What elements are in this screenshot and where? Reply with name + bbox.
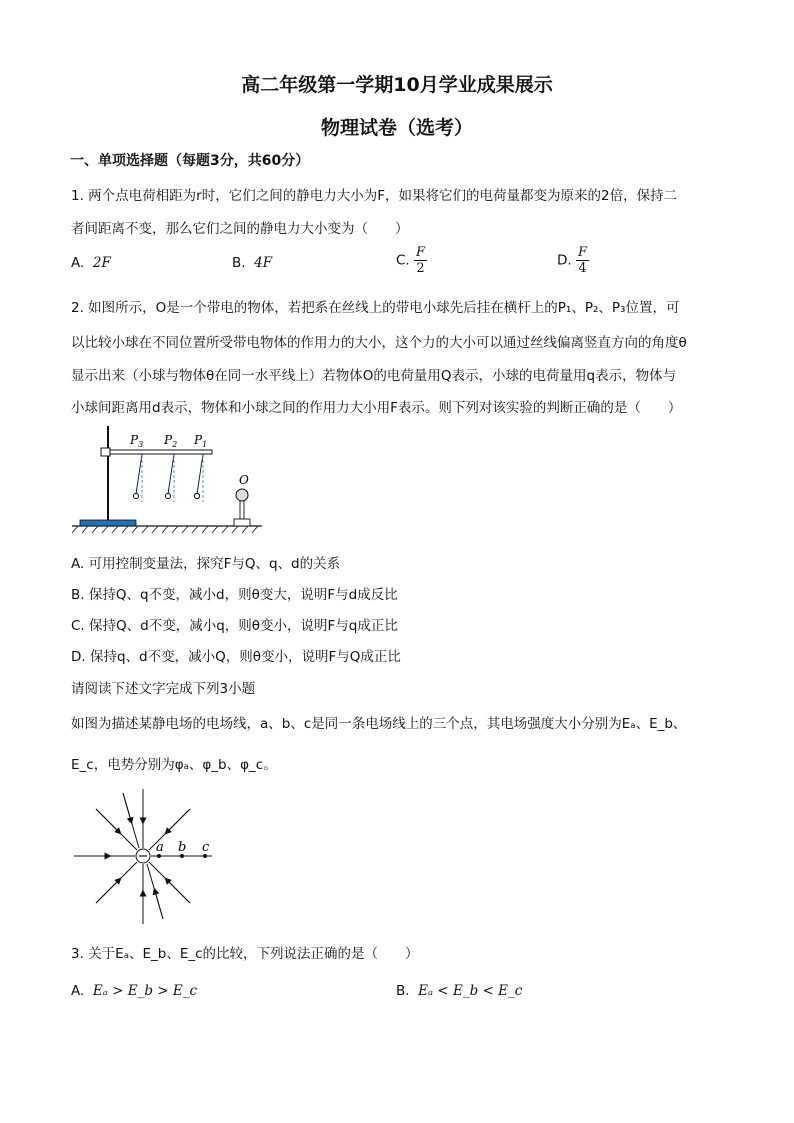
- page-title: 高二年级第一学期10月学业成果展示: [241, 74, 553, 96]
- q1-option-c-label: C.: [396, 252, 410, 269]
- page-subtitle: 物理试卷（选考）: [320, 117, 473, 139]
- q3-option-a: [71, 983, 197, 999]
- crossbar: [110, 450, 212, 454]
- ground-hatching: [72, 526, 258, 533]
- small-ball-p3: [133, 493, 138, 498]
- label-a: a: [156, 840, 164, 855]
- thread-p1: [197, 454, 203, 494]
- q2-option-b: B. 保持Q、q不变，减小d，则θ变大，说明F与d成反比: [71, 587, 398, 603]
- q3-option-b: [396, 983, 522, 999]
- q1-option-b-value: 4F: [254, 255, 273, 271]
- q1-option-c: [396, 245, 427, 276]
- q1-option-b-label: B.: [232, 255, 246, 271]
- q1-option-a: [71, 255, 111, 271]
- thread-p2: [168, 454, 174, 494]
- q1-stem-line2: 者间距离不变，那么它们之间的静电力大小变为（ ）: [71, 221, 409, 237]
- q3-option-b-value: Eₐ < E_b < E_c: [418, 983, 523, 999]
- passage-intro: 请阅读下述文字完成下列3小题: [71, 681, 256, 697]
- q1-option-d-denominator: 4: [578, 261, 587, 276]
- q1-option-d: [557, 245, 589, 276]
- electric-field-figure: [72, 787, 222, 927]
- stand-base: [80, 520, 136, 526]
- object-stand-base: [234, 519, 250, 526]
- label-p1: $P_1$: [194, 433, 208, 449]
- q3-stem: 3. 关于Eₐ、E_b、E_c的比较，下列说法正确的是（ ）: [71, 946, 419, 962]
- q1-option-c-denominator: 2: [416, 261, 425, 276]
- q2-option-c: C. 保持Q、d不变，减小q，则θ变小，说明F与q成正比: [71, 618, 398, 634]
- q2-stem-line2: 以比较小球在不同位置所受带电物体的作用力的大小，这个力的大小可以通过丝线偏离竖直方向的角度θ: [71, 335, 687, 351]
- q2-option-a: A. 可用控制变量法，探究F与Q、q、d的关系: [71, 556, 341, 572]
- q1-option-b: [232, 255, 272, 271]
- object-stand: [240, 501, 244, 519]
- q2-option-d: D. 保持q、d不变，减小Q，则θ变小，说明F与Q成正比: [71, 649, 401, 665]
- q2-experiment-figure: [72, 422, 272, 534]
- thread-p3: [136, 454, 142, 494]
- label-p2: $P_2$: [164, 433, 178, 449]
- charged-object-o: [236, 489, 248, 501]
- q3-option-a-value: Eₐ > E_b > E_c: [92, 983, 198, 999]
- q1-option-a-label: A.: [71, 255, 85, 271]
- q1-option-d-numerator: F: [577, 245, 588, 260]
- q3-option-b-label: B.: [396, 983, 410, 999]
- q1-option-d-label: D.: [557, 252, 572, 269]
- q3-option-a-label: A.: [71, 983, 85, 999]
- label-p3: $P_3$: [130, 433, 144, 449]
- small-ball-p2: [165, 493, 170, 498]
- small-ball-p1: [194, 493, 199, 498]
- passage-line2: E_c，电势分别为φₐ、φ_b、φ_c。: [71, 757, 277, 773]
- stand-clamp: [101, 448, 110, 456]
- q2-stem-line4: 小球间距离用d表示，物体和小球之间的作用力大小用F表示。则下列对该实验的判断正确的是（ ）: [71, 400, 682, 416]
- label-c: c: [202, 840, 210, 855]
- label-b: b: [178, 840, 187, 855]
- q1-stem-line1: 1. 两个点电荷相距为r时，它们之间的静电力大小为F，如果将它们的电荷量都变为原来的2倍，保持二: [71, 188, 678, 204]
- label-o: O: [239, 473, 249, 487]
- q1-option-a-value: 2F: [92, 255, 111, 271]
- q1-option-c-fraction: [414, 245, 427, 276]
- passage-line1: 如图为描述某静电场的电场线，a、b、c是同一条电场线上的三个点，其电场强度大小分别为Eₐ、E_b、: [71, 716, 687, 732]
- q2-stem-line1: 2. 如图所示，O是一个带电的物体，若把系在丝线上的带电小球先后挂在横杆上的P₁、P₂、P₃位置，可: [71, 300, 680, 316]
- q1-option-d-fraction: [576, 245, 589, 276]
- section-heading: 一、单项选择题（每题3分，共60分）: [70, 153, 310, 169]
- q1-option-c-numerator: F: [416, 245, 426, 260]
- q2-stem-line3: 显示出来（小球与物体θ在同一水平线上）若物体O的电荷量用Q表示，小球的电荷量用q表示，物体与: [71, 368, 677, 384]
